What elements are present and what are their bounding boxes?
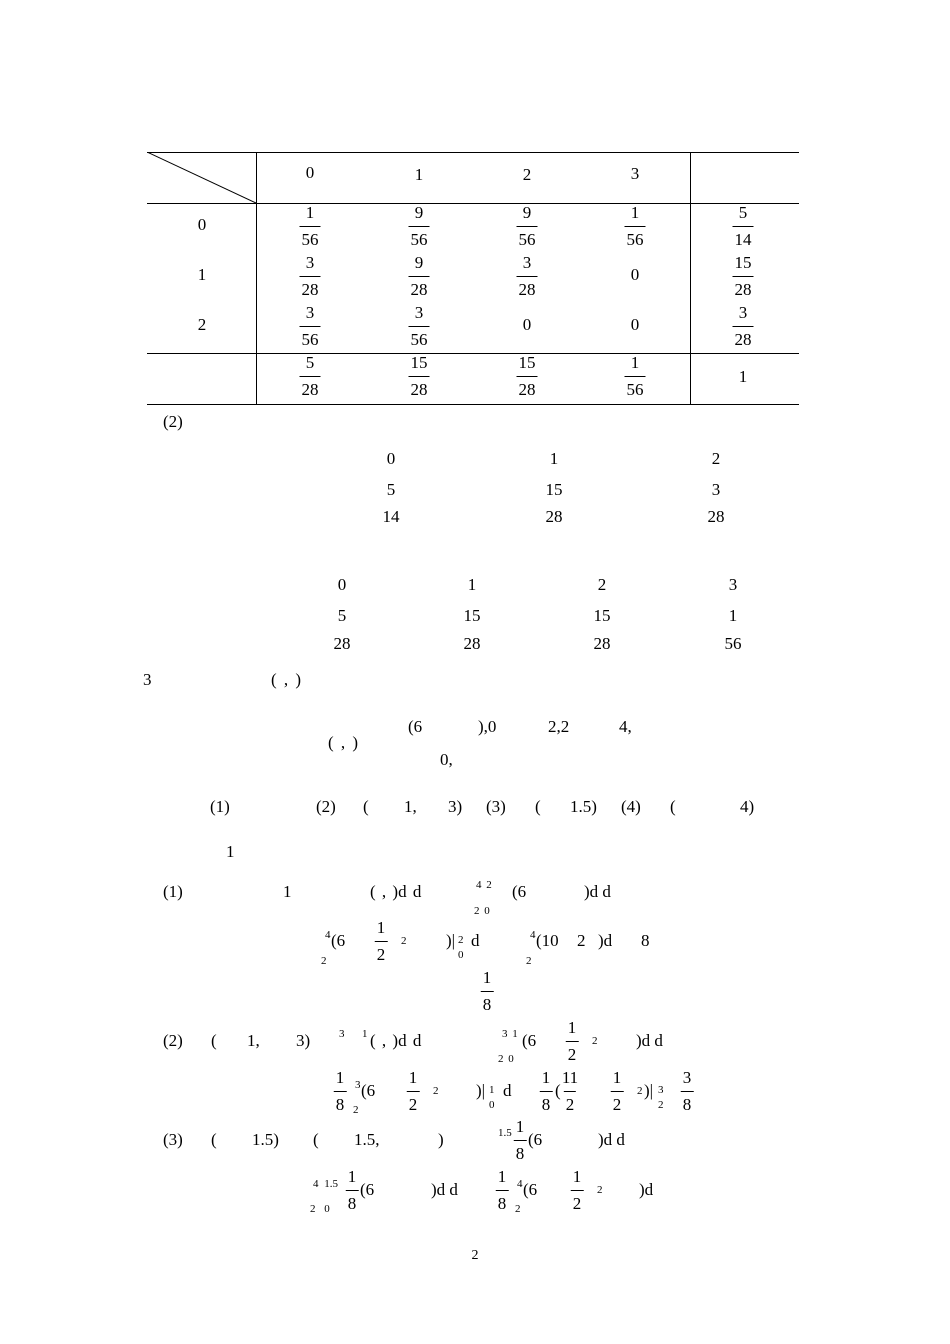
col-header: 2 <box>522 165 532 184</box>
table-cell: $\frac{3}{28}$ <box>518 253 536 299</box>
integral-upper-limits: 4 1.5 <box>313 1178 338 1190</box>
marginal-prob-den: 56 <box>724 634 742 653</box>
equation-text: 2 <box>577 931 586 950</box>
exponent: 2 <box>637 1085 643 1097</box>
solution-part-label: (3) <box>163 1130 183 1149</box>
marginal-prob-num: 5 <box>337 606 347 625</box>
marginal-prob-den: 28 <box>593 634 611 653</box>
table-cell: 0 <box>630 315 640 334</box>
integral-upper-limit: 4 <box>517 1178 523 1190</box>
exponent: 2 <box>597 1184 603 1196</box>
integral-lower-limits: 2 0 <box>310 1203 330 1215</box>
density-lhs: ( , ) <box>328 733 359 752</box>
marginal-prob-num: 3 <box>711 480 721 499</box>
fraction: $\frac{1}{2}$ <box>572 1167 582 1213</box>
marginal-prob-num: 15 <box>463 606 481 625</box>
part-label: (2) <box>163 412 183 431</box>
density-text: 2,2 <box>548 717 570 736</box>
fraction: $\frac{1}{8}$ <box>515 1117 525 1163</box>
equation-text: )d d <box>584 882 611 901</box>
question-text: 3) <box>448 797 463 816</box>
fraction: $\frac{1}{2}$ <box>408 1068 418 1114</box>
integral-lower-limit: 2 <box>353 1104 359 1116</box>
equation-text: (6 <box>522 1031 537 1050</box>
problem-pair: ( , ) <box>271 670 302 689</box>
table-cell: $\frac{9}{28}$ <box>410 253 428 299</box>
col-header: 0 <box>305 163 315 182</box>
row-header: 2 <box>197 315 207 334</box>
eval-lower: 2 <box>658 1099 664 1111</box>
integral-lower-limit: 2 <box>515 1203 521 1215</box>
fraction: $\frac{1}{2}$ <box>567 1018 577 1064</box>
table-cell-marginal: $\frac{15}{28}$ <box>518 353 536 399</box>
equation-text: ( <box>313 1130 319 1149</box>
equation-text: )| <box>446 931 456 950</box>
table-cell-marginal: $\frac{5}{28}$ <box>301 353 319 399</box>
table-cell: $\frac{3}{56}$ <box>301 303 319 349</box>
fraction: $\frac{11}{2}$ <box>561 1068 579 1114</box>
fraction-result: $\frac{1}{8}$ <box>482 968 492 1014</box>
marginal-value: 1 <box>467 575 477 594</box>
marginal-value: 2 <box>711 449 721 468</box>
marginal-prob-den: 28 <box>707 507 725 526</box>
integral-upper-limit: 1 <box>362 1028 368 1040</box>
table-cell-marginal: $\frac{3}{28}$ <box>734 303 752 349</box>
equation-text: d <box>503 1081 512 1100</box>
table-cell: 0 <box>630 265 640 284</box>
fraction: $\frac{1}{8}$ <box>497 1167 507 1213</box>
density-text: 0, <box>440 750 453 769</box>
equation-text: (6 <box>360 1180 375 1199</box>
integral-lower-limit: 2 <box>526 955 532 967</box>
density-text: 4, <box>619 717 632 736</box>
equation-text: 1.5, <box>354 1130 380 1149</box>
integral-upper-limits: 4 2 <box>476 879 492 891</box>
equation-text: 1 <box>283 882 292 901</box>
table-cell: $\frac{1}{56}$ <box>301 203 319 249</box>
question-text: ( <box>363 797 369 816</box>
density-text: ),0 <box>478 717 497 736</box>
marginal-value: 3 <box>728 575 738 594</box>
marginal-value: 0 <box>337 575 347 594</box>
marginal-prob-num: 15 <box>545 480 563 499</box>
marginal-prob-den: 28 <box>463 634 481 653</box>
equation-text: ( <box>555 1081 561 1100</box>
col-header: 3 <box>630 164 640 183</box>
marginal-prob-den: 14 <box>382 507 400 526</box>
col-header: 1 <box>414 165 424 184</box>
eval-lower: 0 <box>489 1099 495 1111</box>
integral-upper-limits: 3 1 <box>502 1028 518 1040</box>
exponent: 2 <box>401 935 407 947</box>
question-label: (4) <box>621 797 641 816</box>
table-cell-marginal: $\frac{5}{14}$ <box>734 203 752 249</box>
density-text: (6 <box>408 717 423 736</box>
equation-text: (6 <box>523 1180 538 1199</box>
solution-part-label: (1) <box>163 882 183 901</box>
equation-text: )d <box>598 931 613 950</box>
eval-lower: 0 <box>458 949 464 961</box>
integral-upper-limit: 1.5 <box>498 1127 512 1139</box>
equation-text: 8 <box>641 931 650 950</box>
marginal-prob-num: 5 <box>386 480 396 499</box>
question-text: ( <box>670 797 676 816</box>
integral-upper-limit: 4 <box>530 929 536 941</box>
solution-label: 1 <box>226 842 235 861</box>
question-text: 4) <box>740 797 755 816</box>
equation-text: ( , )d d <box>370 1031 422 1050</box>
row-header: 0 <box>197 215 207 234</box>
integral-upper-limit: 3 <box>339 1028 345 1040</box>
table-cell-total: 1 <box>738 367 748 386</box>
row-header: 1 <box>197 265 207 284</box>
marginal-prob-num: 15 <box>593 606 611 625</box>
question-label: (1) <box>210 797 230 816</box>
equation-text: )d d <box>636 1031 663 1050</box>
equation-text: )d <box>639 1180 654 1199</box>
fraction: $\frac{1}{8}$ <box>347 1167 357 1213</box>
equation-text: ( , )d d <box>370 882 422 901</box>
equation-text: 1.5) <box>252 1130 279 1149</box>
table-cell-marginal: $\frac{15}{28}$ <box>410 353 428 399</box>
fraction-result: $\frac{3}{8}$ <box>682 1068 692 1114</box>
fraction: $\frac{1}{8}$ <box>541 1068 551 1114</box>
eval-upper: 3 <box>658 1084 664 1096</box>
equation-text: d <box>471 931 480 950</box>
equation-text: ) <box>438 1130 444 1149</box>
equation-text: (6 <box>361 1081 376 1100</box>
equation-text: )| <box>476 1081 486 1100</box>
table-cell: $\frac{3}{56}$ <box>410 303 428 349</box>
marginal-value: 0 <box>386 449 396 468</box>
fraction: $\frac{1}{2}$ <box>612 1068 622 1114</box>
marginal-prob-num: 1 <box>728 606 738 625</box>
integral-lower-limits: 2 0 <box>474 905 490 917</box>
equation-text: (6 <box>331 931 346 950</box>
eval-upper: 1 <box>489 1084 495 1096</box>
marginal-value: 1 <box>549 449 559 468</box>
table-cell-marginal: $\frac{1}{56}$ <box>626 353 644 399</box>
marginal-value: 2 <box>597 575 607 594</box>
question-text: 1, <box>404 797 417 816</box>
table-cell-marginal: $\frac{15}{28}$ <box>734 253 752 299</box>
equation-text: )d d <box>431 1180 458 1199</box>
equation-text: ( <box>211 1031 217 1050</box>
fraction: $\frac{1}{8}$ <box>335 1068 345 1114</box>
integral-lower-limit: 2 <box>321 955 327 967</box>
integral-lower-limits: 2 0 <box>498 1053 514 1065</box>
integral-upper-limit: 3 <box>355 1079 361 1091</box>
eval-upper: 2 <box>458 934 464 946</box>
marginal-prob-den: 28 <box>333 634 351 653</box>
marginal-prob-den: 28 <box>545 507 563 526</box>
integral-upper-limit: 4 <box>325 929 331 941</box>
question-label: (2) <box>316 797 336 816</box>
problem-number: 3 <box>143 670 152 689</box>
equation-text: 1, <box>247 1031 260 1050</box>
question-text: ( <box>535 797 541 816</box>
equation-text: (10 <box>536 931 559 950</box>
table-cell: $\frac{1}{56}$ <box>626 203 644 249</box>
table-cell: $\frac{9}{56}$ <box>410 203 428 249</box>
page-number: 2 <box>471 1248 479 1263</box>
equation-text: (6 <box>528 1130 543 1149</box>
question-text: 1.5) <box>570 797 597 816</box>
equation-text: (6 <box>512 882 527 901</box>
table-cell: 0 <box>522 315 532 334</box>
exponent: 2 <box>433 1085 439 1097</box>
table-cell: $\frac{3}{28}$ <box>301 253 319 299</box>
table-cell: $\frac{9}{56}$ <box>518 203 536 249</box>
equation-text: ( <box>211 1130 217 1149</box>
exponent: 2 <box>592 1035 598 1047</box>
fraction: $\frac{1}{2}$ <box>376 918 386 964</box>
equation-text: )| <box>644 1081 654 1100</box>
equation-text: )d d <box>598 1130 625 1149</box>
solution-part-label: (2) <box>163 1031 183 1050</box>
equation-text: 3) <box>296 1031 311 1050</box>
question-label: (3) <box>486 797 506 816</box>
table-diagonal-line <box>147 152 257 204</box>
